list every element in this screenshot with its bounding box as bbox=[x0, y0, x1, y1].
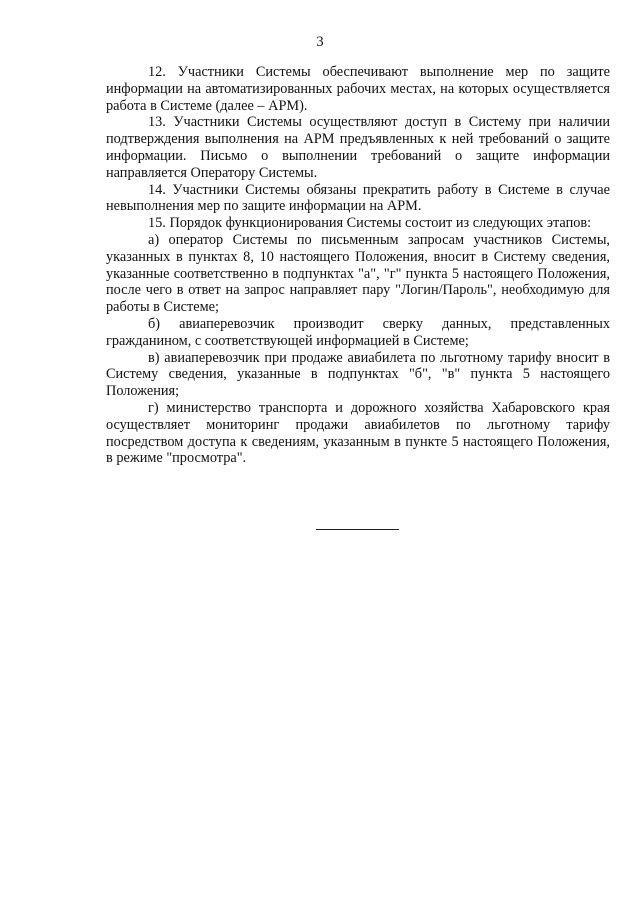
subparagraph-a: а) оператор Системы по письменным запросам участников Системы, указанных в пунктах 8, 10 настоящего Положения, вносит в Систему сведения, указанные соответственно в подпунктах "а", "г" пункта 5 настоящего Положения, после чего в ответ на запрос направляет пару "Логин/Пароль", необходимую для работы в Системе; bbox=[106, 231, 610, 316]
subparagraph-v: в) авиаперевозчик при продаже авиабилета по льготному тарифу вносит в Систему сведения, указанные в подпунктах "б", "в" пункта 5 настоящего Положения; bbox=[106, 349, 610, 400]
page-number: 3 bbox=[316, 34, 324, 50]
document-body bbox=[106, 64, 610, 467]
paragraph-15: 15. Порядок функционирования Системы состоит из следующих этапов: bbox=[148, 215, 592, 232]
paragraph-13: 13. Участники Системы осуществляют доступ в Систему при наличии подтверждения выполнения на АРМ предъявленных к ней требований о защите информации. Письмо о выполнении требований о защите информации направляется Оператору Системы. bbox=[106, 114, 610, 181]
subparagraph-b: б) авиаперевозчик производит сверку данных, представленных гражданином, с соответствующей информацией в Системе; bbox=[106, 315, 610, 349]
end-divider-line bbox=[316, 529, 399, 530]
subparagraph-g: г) министерство транспорта и дорожного хозяйства Хабаровского края осуществляет мониторинг продажи авиабилетов по льготному тарифу посредством доступа к сведениям, указанным в пункте 5 настоящего Положения, в режиме "просмотра". bbox=[106, 399, 610, 467]
paragraph-12: 12. Участники Системы обеспечивают выполнение мер по защите информации на автоматизированных рабочих местах, на которых осуществляется работа в Системе (далее – АРМ). bbox=[106, 64, 610, 114]
paragraph-14: 14. Участники Системы обязаны прекратить работу в Системе в случае невыполнения мер по защите информации на АРМ. bbox=[106, 181, 610, 215]
